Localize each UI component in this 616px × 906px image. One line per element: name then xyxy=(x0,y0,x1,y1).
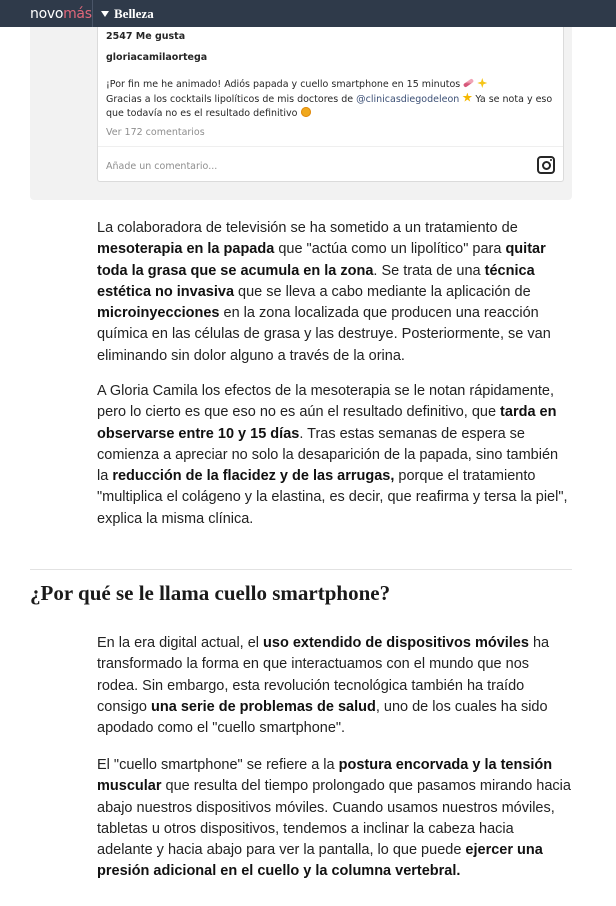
post-username[interactable]: gloriacamilaortega xyxy=(106,52,208,63)
bold-text: reducción de la flacidez y de las arrugas, xyxy=(112,468,395,485)
caption-line-3: Ya se nota y eso que todavía no es el resultado definitivo xyxy=(106,93,553,119)
star-emoji-icon xyxy=(462,93,472,103)
instagram-post-card[interactable] xyxy=(97,0,564,182)
bold-text: ejercer una presión adicional en el cuello y la columna vertebral. xyxy=(97,842,543,880)
rocket-emoji-icon xyxy=(463,78,474,88)
text-segment: La colaboradora de televisión se ha sometido a un tratamiento de xyxy=(97,220,518,236)
text-segment: que "actúa como un lipolítico" para xyxy=(274,241,506,258)
bold-text: quitar toda la grasa que se acumula en la zona xyxy=(97,241,546,279)
text-segment: que se lleva a cabo mediante la aplicación de xyxy=(234,283,531,300)
view-comments-link[interactable]: Ver 172 comentarios xyxy=(106,127,205,138)
caption-line-1: ¡Por fin me he animado! Adiós papada y cuello smartphone en 15 minutos xyxy=(106,79,461,90)
text-segment: ha transformado la forma en que interactuamos con el mundo que nos rodea. Sin embargo, esta revolución tecnológica también ha traído consigo xyxy=(97,635,550,715)
section-menu-button[interactable] xyxy=(101,6,154,22)
logo-accent-text: más xyxy=(63,5,92,22)
bold-text: técnica estética no invasiva xyxy=(97,262,535,300)
text-segment: A Gloria Camila los efectos de la mesoterapia se le notan rápidamente, pero lo cierto es que eso no es aún el resultado definitivo, que xyxy=(97,383,554,421)
text-segment: El "cuello smartphone" se refiere a la xyxy=(97,757,339,773)
sparkles-emoji-icon xyxy=(477,78,487,88)
text-segment: . Tras estas semanas de espera se comienza a apreciar no solo la desaparición de la papada, sino también la xyxy=(97,425,559,485)
text-segment: , uno de los cuales ha sido apodado como el "cuello smartphone". xyxy=(97,698,548,737)
caret-down-icon xyxy=(101,11,109,17)
instagram-icon[interactable] xyxy=(537,156,555,174)
comment-bar xyxy=(98,146,563,182)
article-paragraph-3 xyxy=(97,633,572,739)
article-paragraph-4 xyxy=(97,755,572,883)
text-segment: En la era digital actual, el xyxy=(97,635,264,651)
bold-text: postura encorvada y la tensión muscular xyxy=(97,757,553,795)
top-navigation-bar xyxy=(0,0,616,27)
post-caption xyxy=(106,78,558,122)
caption-line-2: Gracias a los cocktails lipolíticos de mis doctores de xyxy=(106,93,354,105)
add-comment-input[interactable]: Añade un comentario... xyxy=(106,161,218,172)
section-heading: ¿Por qué se le llama cuello smartphone? xyxy=(30,581,391,605)
likes-count[interactable]: 2547 Me gusta xyxy=(106,31,186,42)
article-paragraph-1 xyxy=(97,218,572,367)
text-segment: que resulta del tiempo prolongado que pasamos mirando hacia abajo nuestros dispositivos móviles. Cuando usamos nuestros móviles, tabletas u otros dispositivos, tendemos a inclinar la cabeza hacia adelante y hacia abajo para ver la pantalla, lo que puede xyxy=(97,778,571,859)
bold-text: microinyecciones xyxy=(97,305,220,322)
mention-link[interactable]: @clinicasdiegodeleon xyxy=(356,93,460,105)
text-segment: porque el tratamiento "multiplica el colágeno y la elastina, es decir, que reafirma y tersa la piel", explica la misma clínica. xyxy=(97,468,568,527)
bold-text: mesoterapia en la papada xyxy=(97,241,275,258)
bold-text: tarda en observarse entre 10 y 15 días xyxy=(97,404,557,442)
text-segment: . Se trata de una xyxy=(373,262,485,279)
nav-divider xyxy=(92,0,93,27)
smiling-face-emoji-icon xyxy=(301,107,311,117)
article-paragraph-2 xyxy=(97,381,572,530)
section-divider xyxy=(30,569,572,570)
logo-text: novo xyxy=(30,5,64,22)
site-logo[interactable] xyxy=(30,5,92,22)
bold-text: una serie de problemas de salud xyxy=(151,698,376,715)
text-segment: en la zona localizada que producen una reacción química en las células de grasa y las destruye. Posteriormente, se van eliminando sin dolor alguno a través de la orina. xyxy=(97,305,551,364)
section-label: Belleza xyxy=(114,5,154,21)
bold-text: uso extendido de dispositivos móviles xyxy=(263,635,529,651)
